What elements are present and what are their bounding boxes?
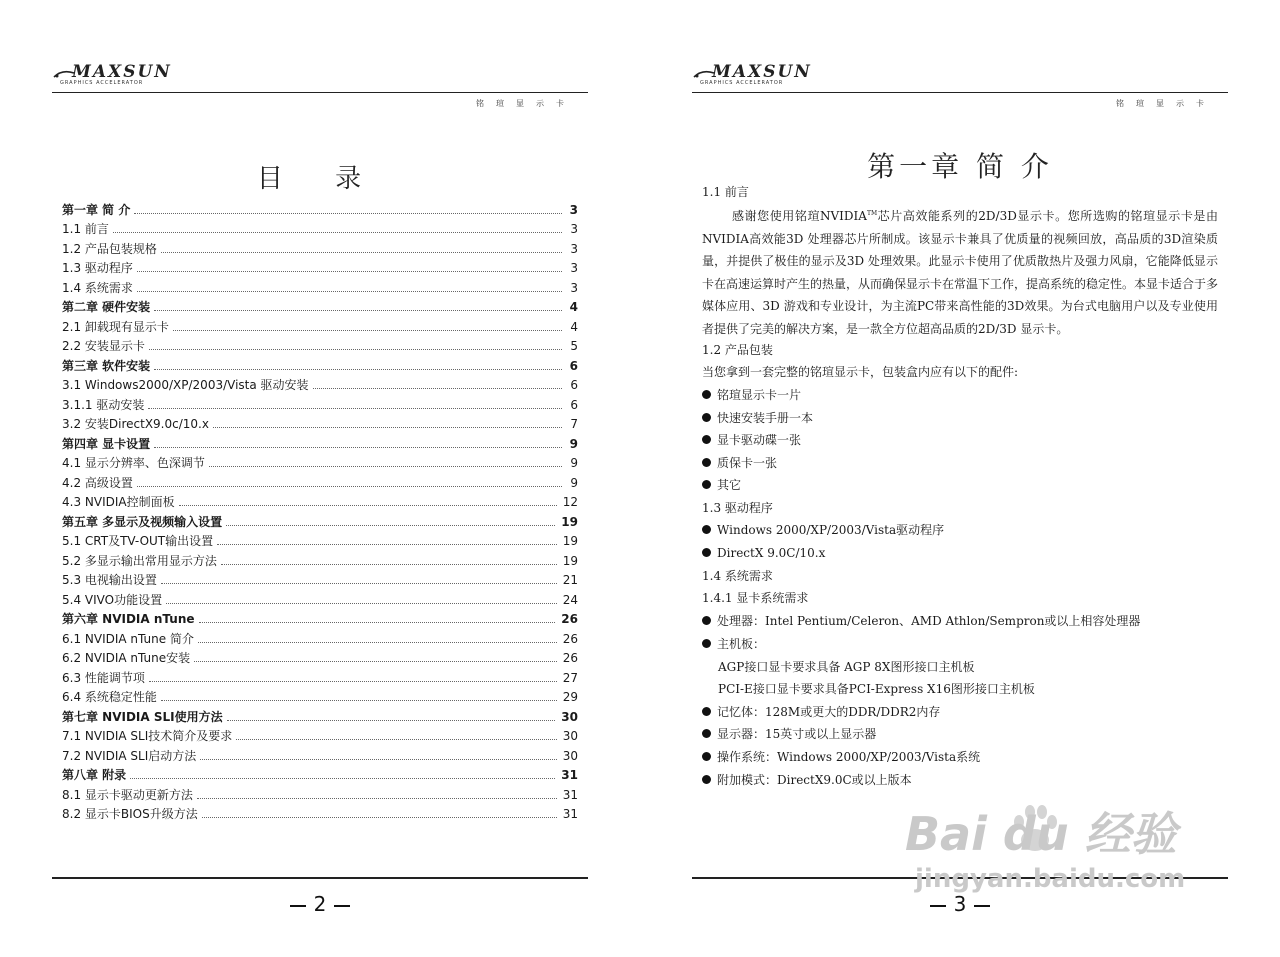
- toc-leader-dots: [149, 349, 562, 350]
- toc-leader-dots: [227, 720, 556, 721]
- toc-entry[interactable]: [62, 413, 578, 433]
- toc-entry[interactable]: [62, 237, 578, 257]
- toc-entry-title: 6.2 NVIDIA nTune安装: [62, 651, 191, 665]
- toc-entry-title: 第一章 简 介: [62, 202, 131, 217]
- toc-entry-title: 第三章 软件安装: [62, 358, 151, 373]
- toc-page-number: 19: [562, 553, 578, 568]
- toc-entry-title: 4.3 NVIDIA控制面板: [62, 495, 175, 509]
- toc-page-number: 4: [569, 300, 578, 314]
- toc-entry[interactable]: [62, 666, 578, 686]
- toc-entry-title: 5.4 VIVO功能设置: [62, 592, 163, 607]
- watermark-logo-text: Bai du 经验: [905, 807, 1177, 861]
- req-board-agp: AGP接口显卡要求具备 AGP 8X图形接口主机板: [718, 660, 975, 674]
- toc-chapter[interactable]: [62, 510, 578, 530]
- header-rule: [692, 92, 1228, 93]
- section-heading-1-4-1: 1.4.1 显卡系统需求: [702, 591, 809, 605]
- toc-page-number: 6: [569, 358, 578, 373]
- toc-leader-dots: [197, 798, 557, 799]
- toc-entry-title: 第八章 附录: [62, 768, 127, 782]
- toc-page-number: 7: [570, 417, 578, 431]
- req-display: 显示器：15英寸或以上显示器: [702, 726, 876, 742]
- toc-entry[interactable]: [62, 491, 578, 511]
- toc-entry[interactable]: [62, 335, 578, 355]
- toc-entry-title: 1.1 前言: [62, 222, 109, 236]
- toc-entry[interactable]: [62, 725, 578, 745]
- toc-entry-title: 1.4 系统需求: [62, 280, 133, 295]
- toc-chapter[interactable]: [62, 705, 578, 725]
- toc-entry-title: 第五章 多显示及视频输入设置: [62, 514, 223, 529]
- chapter-title: 第一章 简 介: [867, 150, 1053, 183]
- toc-leader-dots: [161, 700, 557, 701]
- toc-page-number: 9: [569, 436, 578, 451]
- baidu-watermark: [905, 790, 1205, 900]
- toc-entry-title: 4.1 显示分辨率、色深调节: [62, 456, 205, 470]
- toc-page-number: 21: [562, 573, 578, 587]
- toc-page-number: 24: [562, 592, 578, 607]
- toc-leader-dots: [200, 759, 556, 760]
- toc-entry-title: 7.2 NVIDIA SLI启动方法: [62, 748, 197, 763]
- toc-page-number: 3: [570, 261, 578, 275]
- toc-entry-title: 4.2 高级设置: [62, 475, 133, 490]
- toc-leader-dots: [199, 622, 556, 623]
- toc-page-number: 19: [562, 534, 578, 548]
- toc-leader-dots: [213, 427, 562, 428]
- toc-entry-title: 6.3 性能调节项: [62, 670, 145, 685]
- toc-page-number: 6: [570, 378, 578, 392]
- toc-leader-dots: [154, 369, 562, 370]
- toc-page-number: 30: [561, 709, 578, 724]
- toc-entry-title: 6.1 NVIDIA nTune 简介: [62, 631, 194, 646]
- toc-entry-title: 8.2 显示卡BIOS升级方法: [62, 807, 198, 821]
- toc-leader-dots: [173, 330, 562, 331]
- toc-page-number: 12: [562, 495, 578, 509]
- toc-entry-title: 第七章 NVIDIA SLI使用方法: [62, 709, 223, 724]
- toc-leader-dots: [154, 447, 562, 448]
- package-item: 其它: [702, 477, 741, 493]
- toc-leader-dots: [166, 603, 557, 604]
- toc-page-number: 9: [570, 456, 578, 470]
- table-of-contents: [62, 198, 578, 822]
- toc-entry[interactable]: [62, 803, 578, 823]
- toc-page-number: 26: [561, 612, 578, 626]
- toc-entry[interactable]: [62, 588, 578, 608]
- toc-page-number: 3: [570, 280, 578, 295]
- toc-leader-dots: [202, 817, 557, 818]
- toc-leader-dots: [149, 681, 557, 682]
- toc-entry-title: 1.2 产品包装规格: [62, 241, 157, 256]
- maxsun-logo: [52, 62, 172, 86]
- toc-page-number: 26: [562, 631, 578, 646]
- section-heading-1-1: 1.1 前言: [702, 185, 749, 199]
- toc-entry[interactable]: [62, 569, 578, 589]
- toc-chapter[interactable]: [62, 354, 578, 374]
- package-item: 快速安装手册一本: [702, 410, 813, 426]
- toc-leader-dots: [154, 310, 562, 311]
- toc-page-number: 27: [562, 670, 578, 685]
- toc-page-number: 3: [570, 241, 578, 256]
- toc-entry-title: 7.1 NVIDIA SLI技术简介及要求: [62, 729, 233, 743]
- toc-page-number: 9: [570, 475, 578, 490]
- header-subtitle: 铭瑄显示卡: [476, 99, 576, 108]
- toc-leader-dots: [194, 661, 557, 662]
- toc-entry[interactable]: [62, 530, 578, 550]
- toc-leader-dots: [217, 544, 557, 545]
- toc-page-number: 4: [570, 319, 578, 334]
- section-heading-1-3: 1.3 驱动程序: [702, 501, 773, 515]
- toc-leader-dots: [134, 213, 562, 214]
- logo-text: MAXSUN: [712, 62, 812, 82]
- page-number: 2: [270, 892, 370, 916]
- toc-leader-dots: [148, 408, 562, 409]
- toc-page-number: 30: [562, 748, 578, 763]
- toc-chapter[interactable]: [62, 764, 578, 784]
- toc-page-number: 19: [561, 514, 578, 529]
- req-extra: 附加模式：DirectX9.0C或以上版本: [702, 772, 912, 788]
- swoosh-icon: [692, 67, 716, 81]
- req-board: 主机板：: [702, 636, 765, 652]
- package-intro: 当您拿到一套完整的铭瑄显示卡，包装盒内应有以下的配件:: [702, 365, 1019, 379]
- toc-entry-title: 5.1 CRT及TV-OUT输出设置: [62, 534, 214, 548]
- toc-entry-title: 第四章 显卡设置: [62, 436, 151, 451]
- driver-item: Windows 2000/XP/2003/Vista驱动程序: [702, 522, 944, 538]
- req-cpu: 处理器：Intel Pentium/Celeron、AMD Athlon/Sempron或以上相容处理器: [702, 613, 1140, 629]
- req-board-pcie: PCI-E接口显卡要求具备PCI-Express X16图形接口主机板: [718, 682, 1035, 696]
- toc-entry[interactable]: [62, 315, 578, 335]
- toc-entry[interactable]: [62, 276, 578, 296]
- toc-entry[interactable]: [62, 647, 578, 667]
- toc-entry-title: 3.2 安装DirectX9.0c/10.x: [62, 417, 209, 431]
- package-item: 铭瑄显示卡一片: [702, 387, 801, 403]
- toc-leader-dots: [137, 486, 562, 487]
- footer-rule: [52, 877, 588, 879]
- toc-entry-title: 2.1 卸载现有显示卡: [62, 319, 169, 334]
- toc-leader-dots: [179, 505, 557, 506]
- toc-entry[interactable]: [62, 471, 578, 491]
- toc-page-number: 31: [562, 787, 578, 802]
- req-os: 操作系统：Windows 2000/XP/2003/Vista系统: [702, 749, 980, 765]
- toc-entry-title: 3.1 Windows2000/XP/2003/Vista 驱动安装: [62, 378, 309, 392]
- toc-entry[interactable]: [62, 783, 578, 803]
- toc-entry[interactable]: [62, 452, 578, 472]
- toc-page-number: 5: [570, 339, 578, 353]
- toc-leader-dots: [236, 739, 556, 740]
- logo-text: MAXSUN: [72, 62, 172, 82]
- toc-title: 目 录: [256, 164, 384, 194]
- toc-chapter[interactable]: [62, 432, 578, 452]
- toc-entry-title: 5.2 多显示输出常用显示方法: [62, 553, 217, 568]
- toc-page-number: 30: [562, 729, 578, 743]
- toc-chapter[interactable]: [62, 296, 578, 316]
- toc-entry-title: 2.2 安装显示卡: [62, 339, 145, 353]
- req-memory: 记忆体：128M或更大的DDR/DDR2内存: [702, 704, 940, 720]
- logo-tagline: GRAPHICS ACCELERATOR: [700, 80, 784, 86]
- toc-leader-dots: [221, 564, 557, 565]
- toc-leader-dots: [137, 271, 562, 272]
- toc-entry-title: 第二章 硬件安装: [62, 300, 151, 314]
- toc-chapter[interactable]: [62, 198, 578, 218]
- toc-leader-dots: [161, 252, 562, 253]
- section-heading-1-4: 1.4 系统需求: [702, 569, 773, 583]
- toc-leader-dots: [198, 642, 557, 643]
- toc-page-number: 31: [562, 807, 578, 821]
- toc-entry[interactable]: [62, 393, 578, 413]
- driver-item: DirectX 9.0C/10.x: [702, 545, 825, 561]
- package-item: 显卡驱动碟一张: [702, 432, 801, 448]
- toc-leader-dots: [226, 525, 555, 526]
- toc-leader-dots: [113, 232, 562, 233]
- toc-leader-dots: [313, 388, 562, 389]
- toc-entry[interactable]: [62, 257, 578, 277]
- toc-entry[interactable]: [62, 374, 578, 394]
- swoosh-icon: [52, 67, 76, 81]
- page-number: 3: [910, 892, 1010, 916]
- package-item: 质保卡一张: [702, 455, 777, 471]
- toc-page-number: 3: [569, 202, 578, 217]
- toc-entry[interactable]: [62, 218, 578, 238]
- toc-entry[interactable]: [62, 686, 578, 706]
- logo-tagline: GRAPHICS ACCELERATOR: [60, 80, 144, 86]
- toc-page-number: 26: [562, 651, 578, 665]
- toc-leader-dots: [130, 778, 555, 779]
- toc-entry[interactable]: [62, 627, 578, 647]
- toc-leader-dots: [209, 466, 562, 467]
- toc-page-number: 29: [562, 690, 578, 704]
- toc-entry[interactable]: [62, 744, 578, 764]
- toc-entry-title: 第六章 NVIDIA nTune: [62, 612, 195, 626]
- section-heading-1-2: 1.2 产品包装: [702, 343, 773, 357]
- watermark-url: jingyan.baidu.com: [915, 864, 1186, 894]
- toc-leader-dots: [161, 583, 557, 584]
- toc-page-number: 6: [570, 397, 578, 412]
- toc-leader-dots: [137, 291, 562, 292]
- intro-paragraph: 感谢您使用铭瑄NVIDIA™芯片高效能系列的2D/3D显示卡。您所选购的铭瑄显示卡是由NVIDIA高效能3D 处理器芯片所制成。该显示卡兼具了优质量的视频回放，高品质的3D渲染质量，并提供了极佳的显示及3D 处理效果。此显示卡使用了优质散热片及强力风扇，它能降低显示卡在高速运算时产生的热量，从而确保显示卡在常温下工作，提高系统的稳定性。本显卡适合于多媒体应用、3D 游戏和专业设计，为主流PC带来高性能的3D效果。为台式电脑用户以及专业使用者提供了完美的解决方案，是一款全方位超高品质的2D/3D 显示卡。: [702, 209, 1219, 336]
- toc-chapter[interactable]: [62, 608, 578, 628]
- toc-entry-title: 5.3 电视输出设置: [62, 573, 157, 587]
- toc-entry-title: 1.3 驱动程序: [62, 261, 133, 275]
- maxsun-logo: [692, 62, 812, 86]
- header-rule: [52, 92, 588, 93]
- header-subtitle: 铭瑄显示卡: [1116, 99, 1216, 108]
- toc-page-number: 3: [570, 222, 578, 236]
- toc-entry-title: 3.1.1 驱动安装: [62, 397, 145, 412]
- toc-entry[interactable]: [62, 549, 578, 569]
- toc-entry-title: 6.4 系统稳定性能: [62, 690, 157, 704]
- toc-entry-title: 8.1 显示卡驱动更新方法: [62, 787, 193, 802]
- toc-page-number: 31: [561, 768, 578, 782]
